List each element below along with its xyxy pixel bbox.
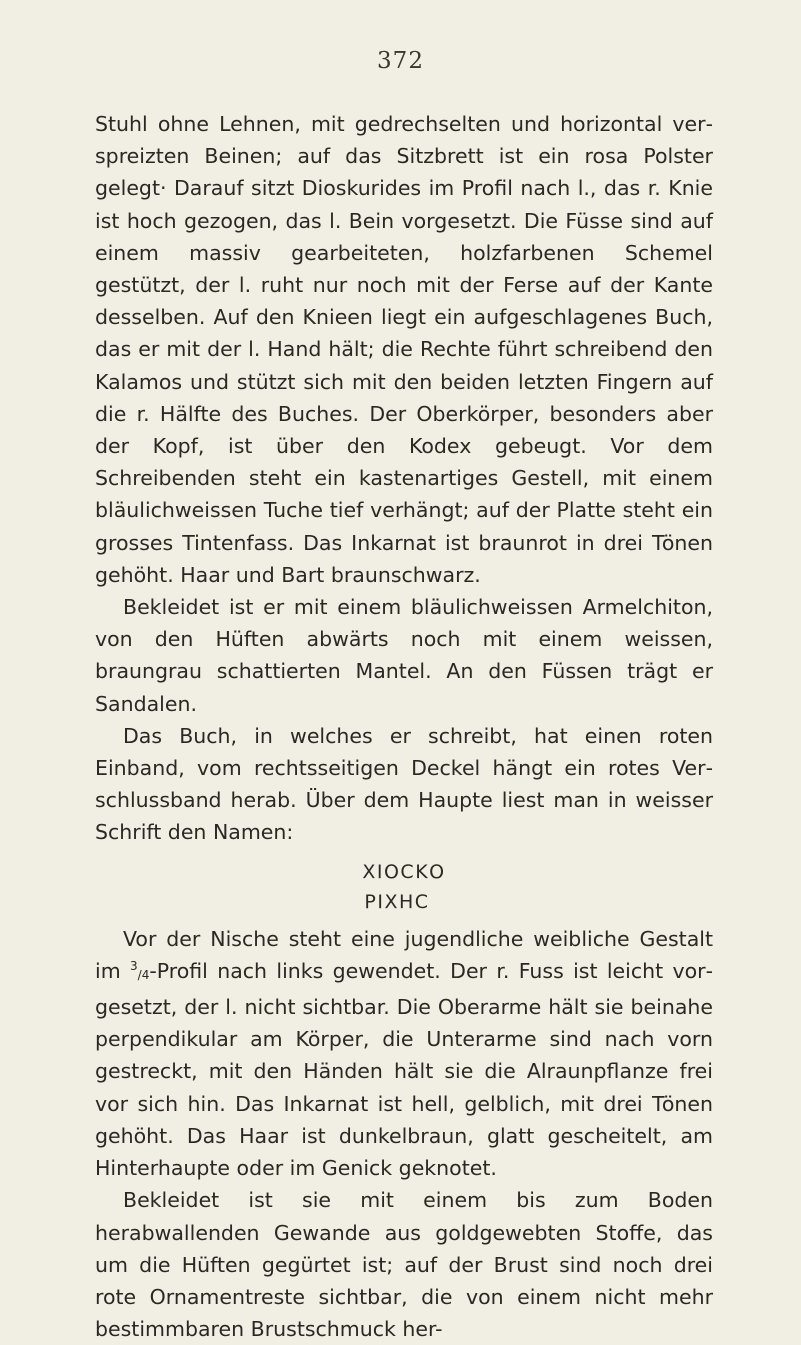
greek-inscription (95, 857, 713, 917)
inscription-line-1: ΧΙΟCΚΟ (362, 860, 446, 883)
fraction-numerator: 3 (130, 958, 138, 973)
paragraph-2: Bekleidet ist er mit einem bläulichweissen Armelchiton, von den Hüften abwärts noch mit einem weissen, braungrau schattierten Mantel. An den Füssen trägt er Sandalen. (95, 595, 713, 716)
paragraph-3: Das Buch, in welches er schreibt, hat einen roten Einband, vom rechtsseitigen Deckel hängt ein rotes Verschlussband herab. Über dem Haupte liest man in weisser Schrift den Namen: (95, 723, 713, 845)
paragraph-4-rest: -Profil nach links gewendet. Der r. Fuss ist leicht vorgesetzt, der l. nicht sichtbar. Die Oberarme hält sie beinahe perpendikular am Körper, die Unterarme sind nach vorn gestreckt, mit den Händen hält sie die Alraunpflanze frei vor sich hin. Das Inkarnat ist hell, gelblich, mit drei Tönen gehöht. Das Haar ist dunkelbraun, glatt gescheitelt, am Hinterhaupte oder im Genick geknotet. (95, 958, 713, 1181)
paragraph-1: Stuhl ohne Lehnen, mit gedrechselten und horizontal verspreizten Beinen; auf das Sitzbrett ist ein rosa Polster gelegt· Darauf sitzt Dioskurides im Profil nach l., das r. Knie ist hoch gezogen, das l. Bein vorgesetzt. Die Füsse sind auf einem massiv gearbeiteten, holzfarbenen Schemel gestützt, der l. ruht nur noch mit der Ferse auf der Kante desselben. Auf den Knieen liegt ein aufgeschlagenes Buch, das er mit der l. Hand hält; die Rechte führt schreibend den Kalamos und stützt sich mit den beiden letzten Fingern auf die r. Hälfte des Buches. Der Oberkörper, besonders aber der Kopf, ist über den Kodex gebeugt. Vor dem Schreibenden steht ein kastenartiges Gestell, mit einem bläulichweissen Tuche tief verhängt; auf der Platte steht ein grosses Tintenfass. Das Inkarnat ist braunrot in drei Tönen gehöht. Haar und Bart braunschwarz. (95, 112, 713, 587)
page-number: 372 (377, 48, 424, 74)
fraction-denominator: /4 (137, 967, 150, 982)
paragraph-5: Bekleidet ist sie mit einem bis zum Boden herabwallenden Gewande aus goldgewebten Stoffe, das um die Hüften gegürtet ist; auf der Brust sind noch drei rote Ornamentreste sichtbar, die von einem nicht mehr bestimmbaren Brustschmuck her- (95, 1188, 713, 1342)
paragraph-4-start: Vor der Nische steht eine jugendliche weibliche Gestalt im (95, 926, 713, 983)
paragraph-4 (95, 923, 713, 1185)
inscription-line-2: ΡΙΧΗC (364, 890, 430, 913)
body-text (95, 108, 713, 1345)
